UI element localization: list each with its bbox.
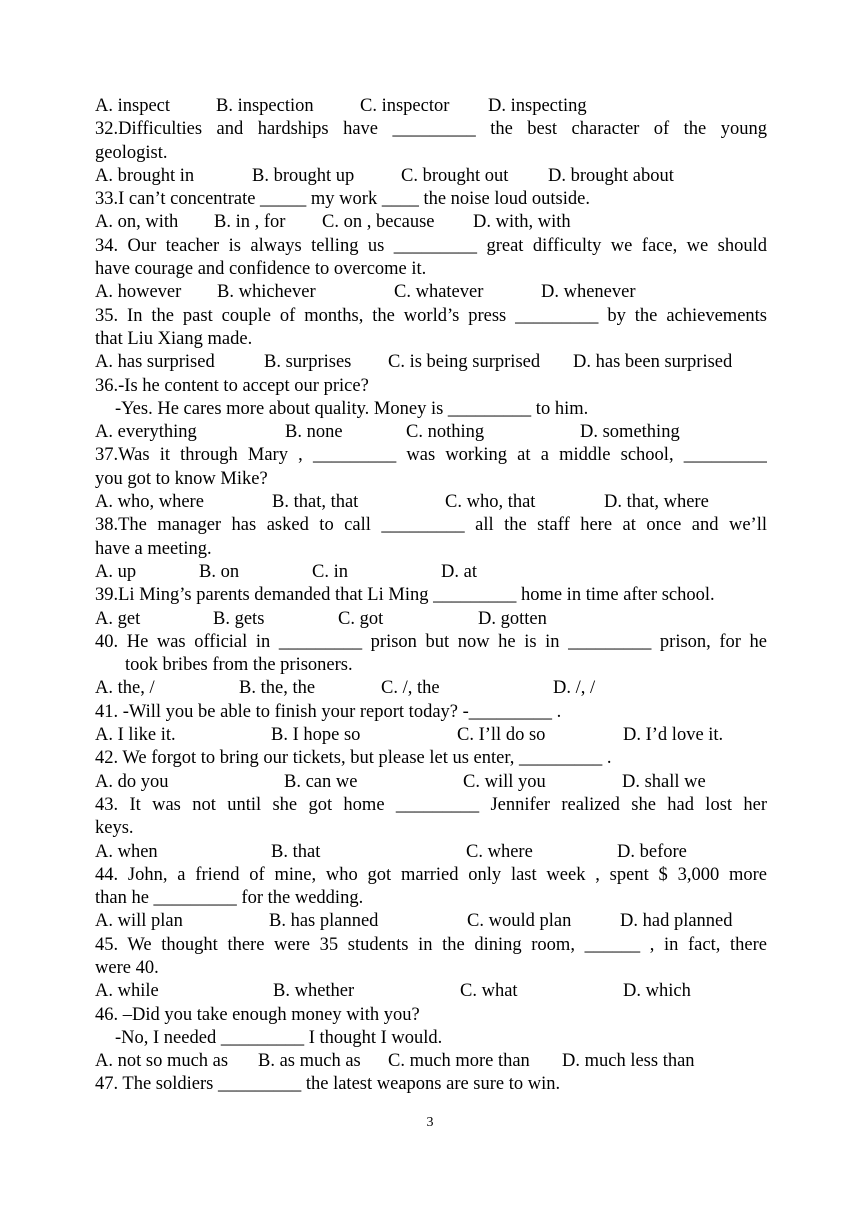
answer-option: D. inspecting [488, 96, 587, 116]
answer-option: B. surprises [264, 352, 352, 373]
answer-option: D. brought about [548, 165, 674, 186]
question-text-line: 43. It was not until she got home _________ Jennifer realized she had lost her [95, 794, 767, 815]
answer-option: D. at [441, 561, 477, 582]
question-text-line: 37.Was it through Mary , _________ was working at a middle school, _________ [95, 445, 767, 466]
question-text-line: 36.-Is he content to accept our price? [95, 375, 369, 396]
answer-option: D. with, with [473, 212, 571, 233]
answer-option: C. in [312, 561, 348, 582]
question-text-line: were 40. [95, 957, 159, 978]
answer-option: C. /, the [381, 678, 440, 699]
answer-option: C. where [466, 841, 533, 862]
answer-option: B. in , for [214, 212, 286, 233]
answer-option: B. whether [273, 981, 355, 1002]
answer-options [95, 608, 767, 631]
answer-options [95, 724, 767, 747]
question-text-line: you got to know Mike? [95, 468, 268, 489]
answer-options [95, 771, 767, 794]
answer-option: B. can we [284, 771, 358, 792]
question-text-line: 33.I can’t concentrate _____ my work ____ the noise loud outside. [95, 189, 590, 210]
answer-option: C. on , because [322, 212, 435, 233]
question-text-line: have courage and confidence to overcome it. [95, 259, 427, 280]
answer-option: D. has been surprised [573, 352, 733, 373]
answer-option: C. much more than [388, 1051, 530, 1072]
answer-options [95, 351, 767, 374]
question-text-line: keys. [95, 818, 134, 839]
answer-options [95, 841, 767, 864]
answer-option: A. has surprised [95, 352, 215, 373]
answer-option: A. everything [95, 422, 197, 443]
answer-options [95, 910, 767, 933]
answer-option: B. I hope so [271, 725, 361, 746]
answer-option: A. I like it. [95, 725, 176, 746]
answer-option: D. much less than [562, 1051, 695, 1072]
question-text-line: took bribes from the prisoners. [125, 655, 353, 676]
answer-options [95, 211, 767, 234]
answer-option: D. which [623, 981, 691, 1002]
answer-option: C. brought out [401, 165, 509, 186]
answer-option: D. before [617, 841, 687, 862]
question-text-line: 38.The manager has asked to call _________ all the staff here at once and we’ll [95, 515, 767, 536]
question-text-line: 47. The soldiers _________ the latest weapons are sure to win. [95, 1074, 561, 1095]
answer-option: A. brought in [95, 165, 195, 186]
question-text-line: that Liu Xiang made. [95, 328, 253, 349]
answer-option: C. would plan [467, 911, 572, 932]
answer-option: B. has planned [269, 911, 379, 932]
question-text-line: -No, I needed _________ I thought I would. [115, 1027, 443, 1048]
answer-option: C. nothing [406, 422, 485, 443]
answer-option: A. on, with [95, 212, 179, 233]
answer-option: C. what [460, 981, 518, 1002]
answer-option: C. who, that [445, 492, 536, 513]
answer-options [95, 980, 767, 1003]
answer-option: A. up [95, 561, 137, 582]
answer-option: C. I’ll do so [457, 725, 546, 746]
page-number: 3 [426, 1115, 434, 1130]
question-text-line: 32.Difficulties and hardships have _________ the best character of the young [95, 119, 767, 140]
answer-option: D. had planned [620, 911, 733, 932]
answer-option: B. on [199, 561, 240, 582]
answer-options [95, 165, 767, 188]
answer-options [95, 95, 767, 118]
question-text-line: 35. In the past couple of months, the world’s press _________ by the achievements [95, 305, 767, 326]
question-text-line: -Yes. He cares more about quality. Money is _________ to him. [115, 398, 589, 419]
question-text-line: 40. He was official in _________ prison but now he is in _________ prison, for he [95, 631, 767, 652]
answer-option: C. inspector [360, 96, 450, 116]
answer-options [95, 561, 767, 584]
answer-option: A. get [95, 608, 141, 629]
question-text-line: 34. Our teacher is always telling us _________ great difficulty we face, we should [95, 235, 767, 256]
answer-options [95, 281, 767, 304]
question-text-line: 42. We forgot to bring our tickets, but please let us enter, _________ . [95, 748, 612, 769]
answer-option: A. not so much as [95, 1051, 229, 1072]
answer-option: A. the, / [95, 678, 155, 699]
answer-option: B. as much as [258, 1051, 361, 1072]
question-text-line: geologist. [95, 142, 168, 163]
question-text-line: have a meeting. [95, 538, 212, 559]
answer-options [95, 1050, 767, 1073]
answer-option: C. will you [463, 771, 546, 792]
answer-option: A. while [95, 981, 159, 1002]
answer-option: B. that, that [272, 492, 359, 513]
answer-option: B. that [271, 841, 321, 862]
answer-option: C. is being surprised [388, 352, 541, 373]
answer-option: D. shall we [622, 771, 706, 792]
answer-option: D. whenever [541, 282, 636, 303]
answer-option: B. brought up [252, 165, 355, 186]
answer-option: D. /, / [553, 678, 596, 699]
question-text-line: 39.Li Ming’s parents demanded that Li Ming _________ home in time after school. [95, 585, 715, 606]
answer-option: D. that, where [604, 492, 709, 513]
answer-option: C. whatever [394, 282, 484, 303]
answer-option: B. whichever [217, 282, 316, 303]
answer-option: D. something [580, 422, 680, 443]
answer-option: B. gets [213, 608, 265, 629]
question-list [95, 95, 767, 1097]
answer-options [95, 421, 767, 444]
question-text-line: than he _________ for the wedding. [95, 888, 364, 909]
answer-options [95, 677, 767, 700]
answer-option: A. however [95, 282, 182, 303]
answer-options [95, 491, 767, 514]
answer-option: A. who, where [95, 492, 204, 513]
question-text-line: 41. -Will you be able to finish your report today? -_________ . [95, 701, 562, 722]
answer-option: C. got [338, 608, 384, 629]
question-text-line: 45. We thought there were 35 students in the dining room, ______ , in fact, there [95, 934, 767, 955]
answer-option: B. none [285, 422, 343, 443]
answer-option: A. do you [95, 771, 169, 792]
answer-option: D. I’d love it. [623, 725, 724, 746]
answer-option: A. when [95, 841, 158, 862]
answer-option: D. gotten [478, 608, 547, 629]
question-text-line: 46. –Did you take enough money with you? [95, 1004, 420, 1025]
answer-option: B. inspection [216, 96, 314, 116]
answer-option: B. the, the [239, 678, 316, 699]
answer-option: A. inspect [95, 96, 171, 116]
answer-option: A. will plan [95, 911, 183, 932]
question-text-line: 44. John, a friend of mine, who got married only last week , spent $ 3,000 more [95, 864, 767, 885]
